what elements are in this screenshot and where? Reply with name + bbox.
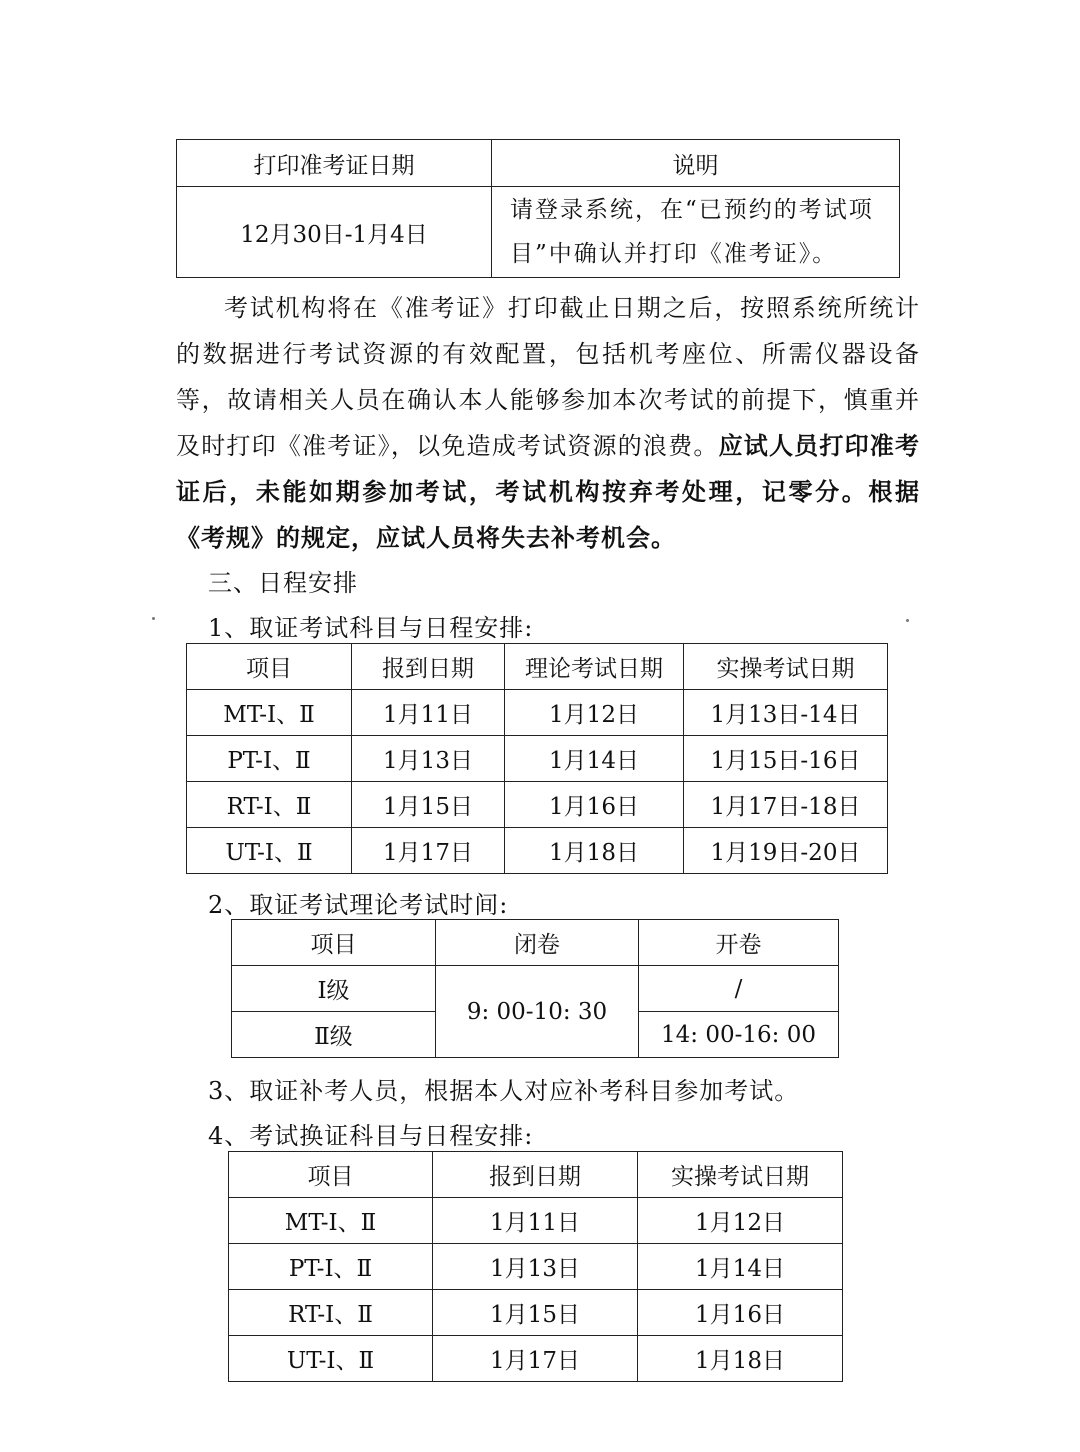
table-cell: 12月30日-1月4日 bbox=[177, 187, 492, 278]
table-cell: 1月15日 bbox=[352, 782, 505, 828]
table-row bbox=[187, 736, 888, 782]
table-row bbox=[187, 828, 888, 874]
table-header-cell: 闭卷 bbox=[436, 920, 639, 966]
table-cell: 1月19日-20日 bbox=[684, 828, 888, 874]
table-cell: 请登录系统，在“已预约的考试项目”中确认并打印《准考证》。 bbox=[492, 187, 900, 278]
table-header-cell: 报到日期 bbox=[352, 644, 505, 690]
table-cell: 9: 00-10: 30 bbox=[436, 966, 639, 1058]
table-header-cell: 开卷 bbox=[639, 920, 839, 966]
table-cell: PT-Ⅰ、Ⅱ bbox=[187, 736, 352, 782]
subsection-title: 1、取证考试科目与日程安排: bbox=[208, 614, 534, 642]
table-cell: 1月12日 bbox=[505, 690, 684, 736]
table-cell: 1月14日 bbox=[638, 1244, 843, 1290]
table-row bbox=[187, 782, 888, 828]
table-row bbox=[229, 1244, 843, 1290]
section-heading: 三、日程安排 bbox=[208, 569, 358, 597]
table-header-cell: 项目 bbox=[229, 1152, 433, 1198]
table-cell: 1月15日-16日 bbox=[684, 736, 888, 782]
subsection-title: 2、取证考试理论考试时间: bbox=[208, 891, 509, 919]
theory-exam-time-table bbox=[231, 919, 839, 1058]
paragraph-bold-text: 应试人员打印准考证后，未能如期参加考试，考试机构按弃考处理，记零分。根据《考规》的规定，应试人员将失去补考机会。 bbox=[176, 431, 921, 552]
table-cell: 1月15日 bbox=[433, 1290, 638, 1336]
table-cell: RT-Ⅰ、Ⅱ bbox=[229, 1290, 433, 1336]
notice-paragraph bbox=[176, 285, 920, 561]
table-cell: 1月13日 bbox=[433, 1244, 638, 1290]
table-cell: 1月13日-14日 bbox=[684, 690, 888, 736]
table-cell: UT-Ⅰ、Ⅱ bbox=[229, 1336, 433, 1382]
table-header-cell: 实操考试日期 bbox=[638, 1152, 843, 1198]
table-cell: 1月18日 bbox=[505, 828, 684, 874]
table-row bbox=[229, 1198, 843, 1244]
table-cell: RT-Ⅰ、Ⅱ bbox=[187, 782, 352, 828]
table-header-cell: 说明 bbox=[492, 140, 900, 187]
table-cell: MT-Ⅰ、Ⅱ bbox=[229, 1198, 433, 1244]
table-header-cell: 打印准考证日期 bbox=[177, 140, 492, 187]
table-row bbox=[229, 1290, 843, 1336]
table-cell: 1月11日 bbox=[352, 690, 505, 736]
subsection-title: 3、取证补考人员，根据本人对应补考科目参加考试。 bbox=[208, 1077, 800, 1105]
table-cell: MT-Ⅰ、Ⅱ bbox=[187, 690, 352, 736]
table-row bbox=[232, 966, 839, 1012]
table-cell: 1月11日 bbox=[433, 1198, 638, 1244]
exam-schedule-table bbox=[186, 643, 888, 874]
scan-speck bbox=[906, 619, 909, 622]
table-cell: 1月14日 bbox=[505, 736, 684, 782]
table-cell: 1月16日 bbox=[505, 782, 684, 828]
table-header-cell: 实操考试日期 bbox=[684, 644, 888, 690]
table-cell: 1月16日 bbox=[638, 1290, 843, 1336]
table-cell: 1月12日 bbox=[638, 1198, 843, 1244]
table-cell: 14: 00-16: 00 bbox=[639, 1012, 839, 1058]
table-row bbox=[187, 690, 888, 736]
table-cell: / bbox=[639, 966, 839, 1012]
table-cell: 1月18日 bbox=[638, 1336, 843, 1382]
table-cell: Ⅱ级 bbox=[232, 1012, 436, 1058]
table-header-cell: 项目 bbox=[232, 920, 436, 966]
table-cell: UT-Ⅰ、Ⅱ bbox=[187, 828, 352, 874]
table-row bbox=[229, 1336, 843, 1382]
table-cell: 1月17日-18日 bbox=[684, 782, 888, 828]
table-header-cell: 项目 bbox=[187, 644, 352, 690]
scan-speck bbox=[152, 617, 155, 620]
table-cell: PT-Ⅰ、Ⅱ bbox=[229, 1244, 433, 1290]
table-header-cell: 报到日期 bbox=[433, 1152, 638, 1198]
table-cell: 1月17日 bbox=[352, 828, 505, 874]
renewal-schedule-table bbox=[228, 1151, 843, 1382]
table-cell: 1月13日 bbox=[352, 736, 505, 782]
subsection-title: 4、考试换证科目与日程安排: bbox=[208, 1122, 534, 1150]
table-header-cell: 理论考试日期 bbox=[505, 644, 684, 690]
table-cell: 1月17日 bbox=[433, 1336, 638, 1382]
print-date-table bbox=[176, 139, 900, 278]
paragraph-text: 考试机构将在《准考证》打印截止日期之后，按照系统所统计的数据进行考试资源的有效配置，包括机考座位、所需仪器设备等，故请相关人员在确认本人能够参加本次考试的前提下，慎重并及时打印《准考证》，以免造成考试资源的浪费。 bbox=[176, 294, 920, 460]
table-cell: Ⅰ级 bbox=[232, 966, 436, 1012]
